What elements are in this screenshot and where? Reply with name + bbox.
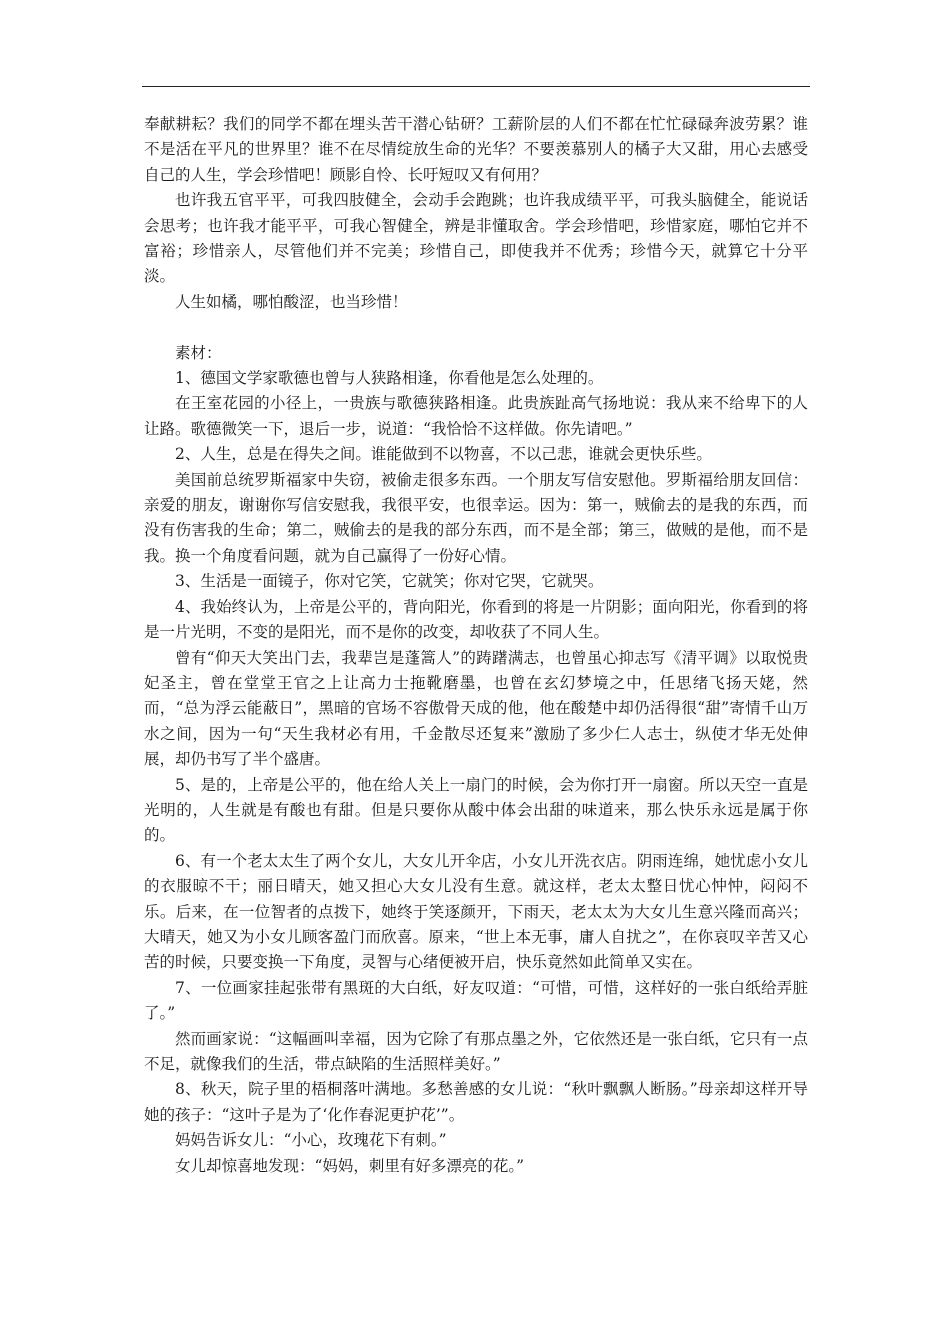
paragraph: 在王室花园的小径上，一贵族与歌德狭路相逢。此贵族趾高气扬地说：我从来不给卑下的人让路。歌德微笑一下，退后一步，说道：“我恰恰不这样做。你先请吧。” xyxy=(144,394,808,438)
list-item: 3、生活是一面镜子，你对它笑，它就笑；你对它哭，它就哭。 xyxy=(175,572,604,591)
paragraph: 然而画家说：“这幅画叫幸福，因为它除了有那点墨之外，它依然还是一张白纸，它只有一点不足，就像我们的生活，带点缺陷的生活照样美好。” xyxy=(144,1029,808,1074)
header-rule xyxy=(142,86,810,87)
list-item: 5、是的，上帝是公平的，他在给人关上一扇门的时候，会为你打开一扇窗。所以天空一直是光明的，人生就是有酸也有甜。但是只要你从酸中体会出甜的味道来，那么快乐永远是属于你的。 xyxy=(144,775,808,845)
list-item: 8、秋天，院子里的梧桐落叶满地。多愁善感的女儿说：“秋叶飘飘人断肠。”母亲却这样开导她的孩子：“这叶子是为了‘化作春泥更护花’”。 xyxy=(144,1080,808,1124)
paragraph: 曾有“仰天大笑出门去，我辈岂是蓬篙人”的踌躇满志，也曾虽心抑志写《清平调》以取悦贵妃圣主，曾在堂堂王官之上让高力士拖靴磨墨，也曾在玄幻梦境之中，任思绪飞扬天姥，然而，“总为浮云能蔽日”，黑暗的官场不容傲骨天成的他，他在酸楚中却仍活得很“甜”寄情千山万水之间，因为一句“天生我材必有用，千金散尽还复来”激励了多少仁人志士，纵使才华无处伸展，却仍书写了半个盛唐。 xyxy=(144,648,808,769)
list-item: 1、德国文学家歌德也曾与人狭路相逢，你看他是怎么处理的。 xyxy=(175,369,604,388)
paragraph: 妈妈告诉女儿：“小心，玫瑰花下有刺。” xyxy=(175,1131,447,1150)
list-item: 7、一位画家挂起张带有黑斑的大白纸，好友叹道：“可惜，可惜，这样好的一张白纸给弄脏了。” xyxy=(144,978,808,1023)
section-heading-materials: 素材： xyxy=(175,343,222,362)
paragraph-conclusion: 人生如橘，哪怕酸涩，也当珍惜！ xyxy=(175,292,408,311)
list-item: 6、有一个老太太生了两个女儿，大女儿开伞店，小女儿开洗衣店。阴雨连绵，她忧虑小女儿的衣服晾不干；丽日晴天，她又担心大女儿没有生意。就这样，老太太整日忧心忡忡，闷闷不乐。后来，在一位智者的点拨下，她终于笑逐颜开，下雨天，老太太为大女儿生意兴隆而高兴；大晴天，她又为小女儿顾客盈门而欣喜。原来，“世上本无事，庸人自扰之”，在你哀叹辛苦又心苦的时候，只要变换一下角度，灵智与心绪便被开启，快乐竟然如此简单又实在。 xyxy=(144,851,808,972)
paragraph-continuation: 奉献耕耘？我们的同学不都在埋头苦干潜心钻研？工薪阶层的人们不都在忙忙碌碌奔波劳累？谁不是活在平凡的世界里？谁不在尽情绽放生命的光华？不要羡慕别人的橘子大又甜，用心去感受自己的人生，学会珍惜吧！顾影自怜、长吁短叹又有何用？ xyxy=(144,115,808,184)
document-body xyxy=(144,112,808,1179)
paragraph: 女儿却惊喜地发现：“妈妈，刺里有好多漂亮的花。” xyxy=(175,1156,525,1175)
blank-line xyxy=(144,315,808,340)
paragraph: 也许我五官平平，可我四肢健全，会动手会跑跳；也许我成绩平平，可我头脑健全，能说话会思考；也许我才能平平，可我心智健全，辨是非懂取舍。学会珍惜吧，珍惜家庭，哪怕它并不富裕；珍惜亲人，尽管他们并不完美；珍惜自己，即使我并不优秀；珍惜今天，就算它十分平淡。 xyxy=(144,191,808,286)
paragraph: 美国前总统罗斯福家中失窃，被偷走很多东西。一个朋友写信安慰他。罗斯福给朋友回信：亲爱的朋友，谢谢你写信安慰我，我很平安，也很幸运。因为：第一，贼偷去的是我的东西，而没有伤害我的生命；第二，贼偷去的是我的部分东西，而不是全部；第三，做贼的是他，而不是我。换一个角度看问题，就为自己赢得了一份好心情。 xyxy=(144,470,808,565)
list-item: 2、人生，总是在得失之间。谁能做到不以物喜，不以己悲，谁就会更快乐些。 xyxy=(175,445,712,464)
list-item: 4、我始终认为，上帝是公平的，背向阳光，你看到的将是一片阴影；面向阳光，你看到的将是一片光明，不变的是阳光，而不是你的改变，却收获了不同人生。 xyxy=(144,597,808,642)
